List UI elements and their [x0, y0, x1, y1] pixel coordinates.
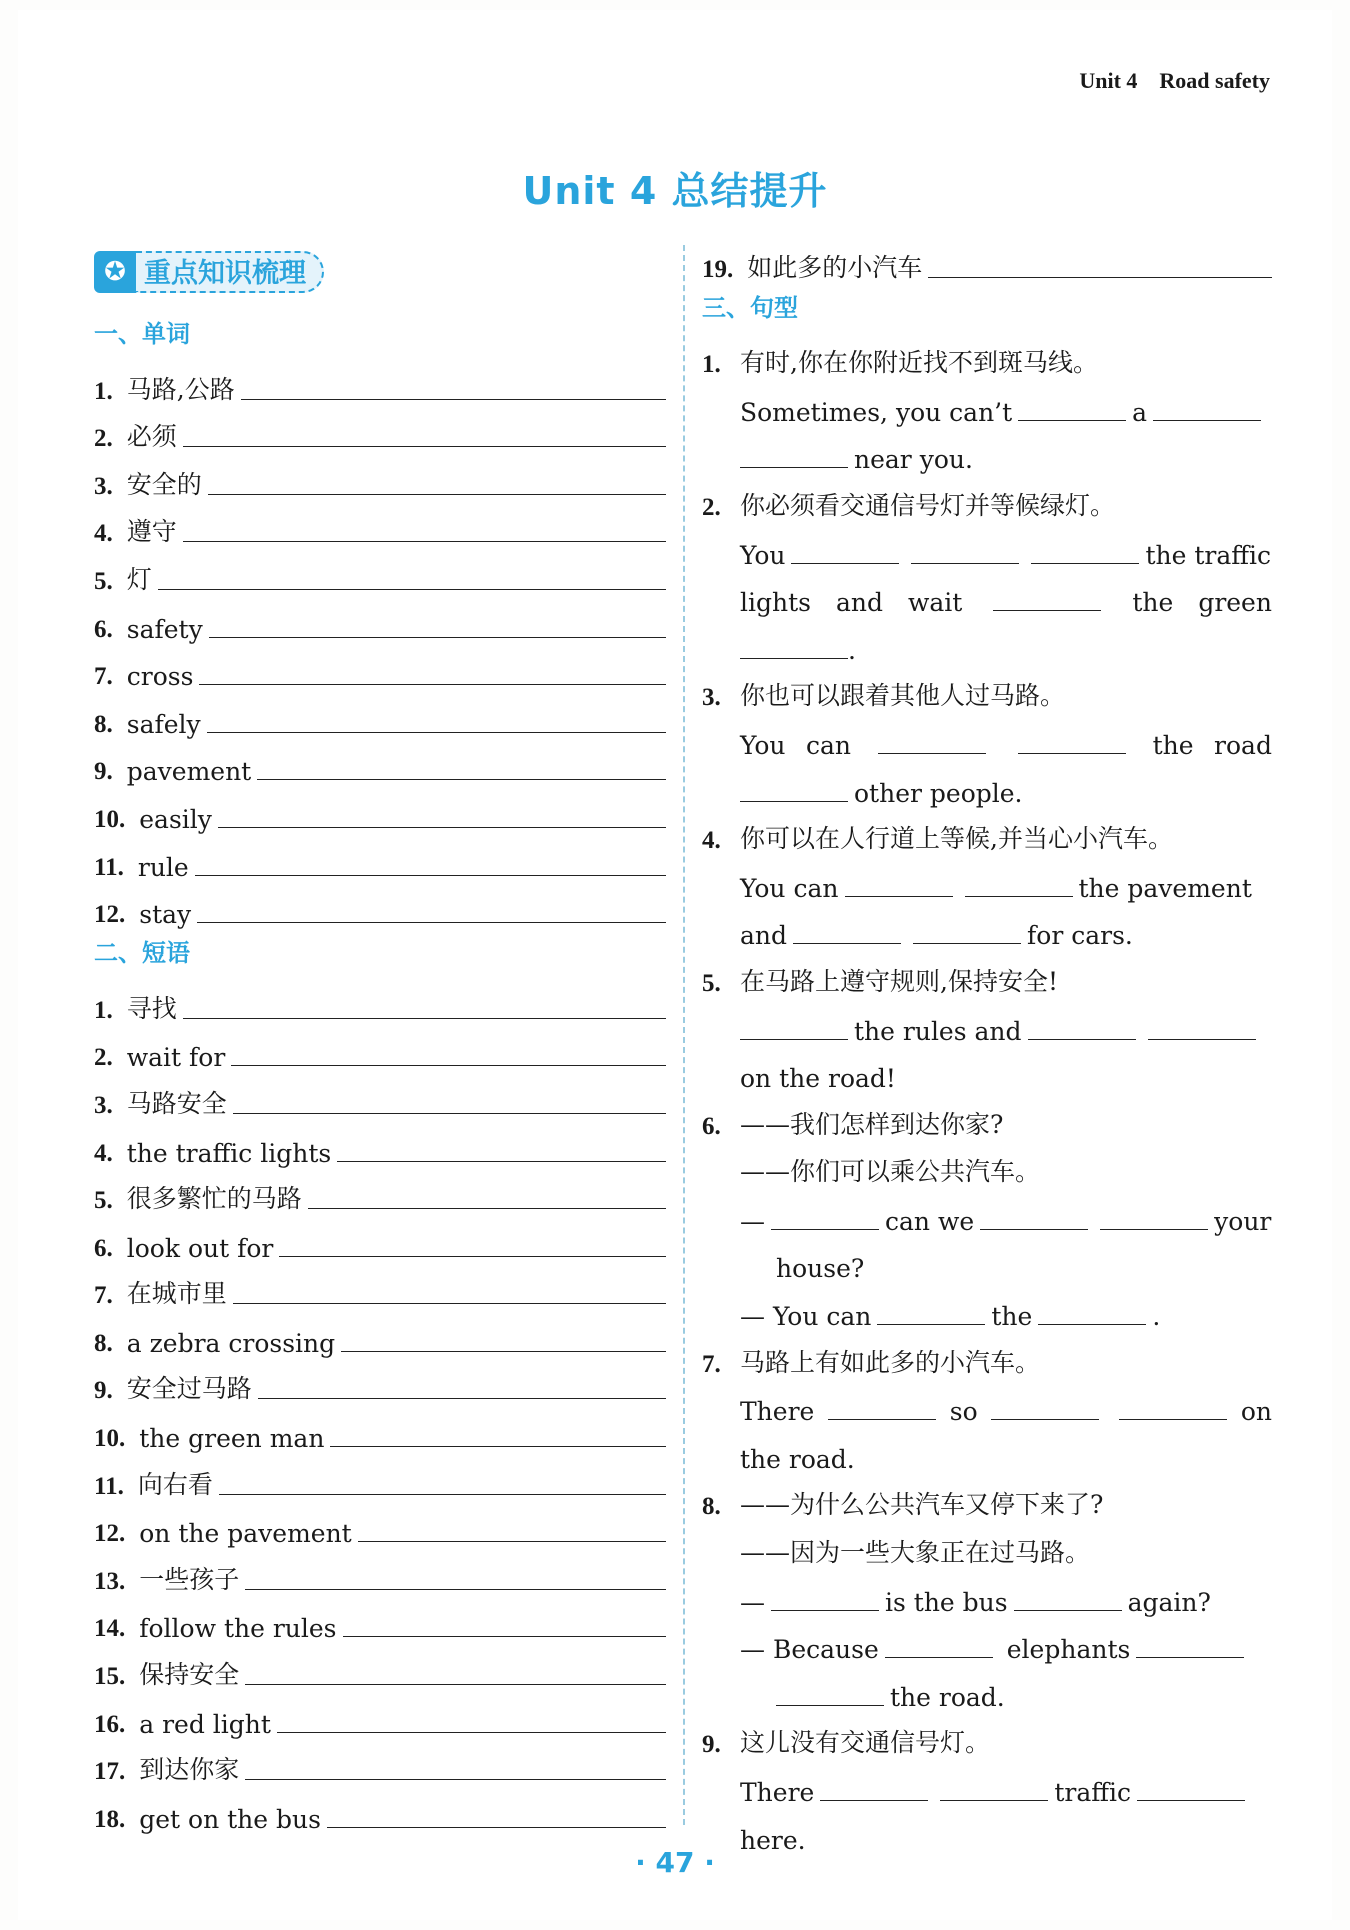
answer-blank[interactable]: [231, 1065, 666, 1066]
answer-blank[interactable]: [980, 1229, 1088, 1230]
q-text: the pavement: [1078, 873, 1252, 903]
q-number: 5.: [702, 969, 721, 997]
q-text: .: [848, 635, 856, 665]
list-item: [94, 1739, 666, 1787]
q-text: wait: [908, 588, 963, 618]
list-item: [94, 453, 666, 501]
q-text: and: [740, 921, 788, 951]
answer-blank[interactable]: [257, 779, 666, 780]
item-number: 4.: [94, 1139, 113, 1167]
answer-blank[interactable]: [1136, 1657, 1244, 1658]
q-chinese: 马路上有如此多的小汽车。: [740, 1347, 1041, 1377]
q-text: on the road!: [740, 1064, 896, 1094]
item-text: look out for: [126, 1233, 274, 1263]
answer-blank[interactable]: [993, 610, 1101, 611]
page-title: Unit 4 总结提升: [522, 169, 828, 213]
list-item: [94, 882, 666, 930]
list-item: [94, 977, 666, 1025]
answer-blank[interactable]: [207, 732, 666, 733]
item-text: 马路安全: [126, 1088, 227, 1118]
item-text: safely: [126, 709, 201, 739]
q-chinese: ——我们怎样到达你家?: [740, 1109, 1004, 1139]
answer-blank[interactable]: [183, 446, 666, 447]
q-chinese: ——你们可以乘公共汽车。: [740, 1157, 1041, 1187]
answer-blank[interactable]: [241, 399, 666, 400]
q-text: traffic: [1054, 1778, 1131, 1807]
item-text: 向右看: [137, 1469, 213, 1499]
item-text: on the pavement: [139, 1519, 352, 1549]
q-text: You: [740, 540, 786, 570]
sentence-6: [702, 1093, 1272, 1331]
sentence-9: [702, 1712, 1272, 1855]
item-number: 18.: [94, 1805, 126, 1833]
item-number: 2.: [94, 1044, 113, 1072]
q-number: 7.: [702, 1350, 721, 1378]
list-item: [94, 691, 666, 739]
running-head-unit: Unit 4: [1079, 68, 1138, 93]
phrases-list: [94, 977, 666, 1834]
answer-blank[interactable]: [183, 541, 666, 542]
phrases-list-continued: [702, 236, 1272, 284]
q-number: 3.: [702, 684, 721, 712]
sentence-7: [702, 1331, 1272, 1474]
list-item: [94, 1501, 666, 1549]
q-number: 2.: [702, 493, 721, 521]
item-text: a zebra crossing: [126, 1328, 336, 1358]
answer-blank[interactable]: [828, 1419, 936, 1420]
q-chinese: 有时,你在你附近找不到斑马线。: [740, 348, 1098, 378]
answer-blank[interactable]: [358, 1541, 666, 1542]
answer-blank[interactable]: [245, 1589, 666, 1590]
answer-blank[interactable]: [1018, 420, 1126, 421]
answer-blank[interactable]: [1148, 1039, 1256, 1040]
item-text: easily: [139, 804, 212, 834]
item-number: 6.: [94, 615, 113, 643]
answer-blank[interactable]: [740, 467, 848, 468]
item-number: 2.: [94, 425, 113, 453]
running-head: [1057, 68, 1270, 94]
answer-blank[interactable]: [258, 1398, 666, 1399]
answer-blank[interactable]: [219, 1494, 666, 1495]
item-text: 到达你家: [139, 1755, 240, 1785]
item-text: 必须: [126, 422, 177, 452]
answer-blank[interactable]: [1014, 1610, 1122, 1611]
answer-blank[interactable]: [233, 1113, 666, 1114]
list-item: [94, 1691, 666, 1739]
item-number: 3.: [94, 472, 113, 500]
item-text: safety: [126, 614, 203, 644]
answer-blank[interactable]: [771, 1610, 879, 1611]
answer-blank[interactable]: [218, 827, 666, 828]
item-number: 12.: [94, 1520, 126, 1548]
q-text: here.: [740, 1825, 806, 1855]
item-number: 11.: [94, 1472, 124, 1500]
sentence-3: [702, 665, 1272, 808]
item-number: 10.: [94, 805, 126, 833]
item-number: 6.: [94, 1234, 113, 1262]
answer-blank[interactable]: [911, 563, 1019, 564]
list-item: [94, 1168, 666, 1216]
answer-blank[interactable]: [197, 922, 666, 923]
q-number: 9.: [702, 1731, 721, 1759]
answer-blank[interactable]: [279, 1256, 666, 1257]
q-text: road: [1214, 730, 1272, 760]
answer-blank[interactable]: [1100, 1229, 1208, 1230]
item-text: wait for: [126, 1043, 226, 1073]
answer-blank[interactable]: [209, 637, 666, 638]
q-text: near you.: [854, 445, 973, 475]
item-text: 安全的: [126, 469, 202, 499]
q-text: on: [1240, 1397, 1272, 1427]
item-text: 保持安全: [139, 1660, 240, 1690]
item-text: get on the bus: [139, 1804, 321, 1834]
q-chinese: 你必须看交通信号灯并等候绿灯。: [740, 490, 1116, 520]
q-text: is the bus: [885, 1587, 1008, 1617]
q-text: .: [1152, 1302, 1161, 1332]
list-item: [94, 1072, 666, 1120]
answer-blank[interactable]: [776, 1705, 884, 1706]
list-item: [94, 834, 666, 882]
list-item: [94, 1405, 666, 1453]
item-number: 7.: [94, 663, 113, 691]
item-number: 5.: [94, 1187, 113, 1215]
answer-blank[interactable]: [245, 1779, 666, 1780]
list-item: [94, 739, 666, 787]
item-text: 在城市里: [126, 1279, 227, 1309]
list-item: [94, 1358, 666, 1406]
q-text: the road.: [890, 1682, 1005, 1712]
q-chinese: ——为什么公共汽车又停下来了?: [740, 1490, 1104, 1520]
answer-blank[interactable]: [1031, 563, 1139, 564]
answer-blank[interactable]: [327, 1827, 666, 1828]
q-text: and: [835, 588, 883, 618]
q-text: again?: [1127, 1587, 1211, 1617]
words-heading: 一、单词: [94, 320, 190, 348]
sentence-2: [702, 474, 1272, 664]
item-text: a red light: [139, 1709, 271, 1739]
answer-blank[interactable]: [1018, 753, 1126, 754]
item-number: 1.: [94, 996, 113, 1024]
q-chinese: ——因为一些大象正在过马路。: [740, 1538, 1091, 1568]
answer-blank[interactable]: [913, 943, 1021, 944]
list-item: [94, 1786, 666, 1834]
item-text: 遵守: [126, 517, 177, 547]
q-text: your: [1214, 1206, 1272, 1236]
answer-blank[interactable]: [343, 1636, 666, 1637]
list-item: [94, 1120, 666, 1168]
item-number: 12.: [94, 901, 126, 929]
sentence-5: [702, 950, 1272, 1093]
dialogue-dash: —: [740, 1206, 765, 1236]
q-text: can we: [885, 1206, 975, 1236]
list-item: [94, 644, 666, 692]
q-chinese: 这儿没有交通信号灯。: [740, 1728, 991, 1758]
item-text: the green man: [139, 1424, 325, 1454]
answer-blank[interactable]: [277, 1732, 666, 1733]
item-text: 灯: [126, 564, 152, 594]
item-number: 4.: [94, 520, 113, 548]
q-chinese: 在马路上遵守规则,保持安全!: [740, 966, 1058, 996]
running-head-topic: Road safety: [1159, 68, 1270, 93]
item-number: 9.: [94, 758, 113, 786]
answer-blank[interactable]: [199, 684, 666, 685]
item-number: 8.: [94, 1329, 113, 1357]
sentences-heading: 三、句型: [702, 293, 798, 322]
item-text: 马路,公路: [126, 374, 235, 404]
item-text: 安全过马路: [126, 1374, 252, 1404]
answer-blank[interactable]: [341, 1351, 666, 1352]
q-text: for cars.: [1027, 921, 1133, 951]
item-text: the traffic lights: [126, 1138, 332, 1168]
q-text: There: [740, 1397, 815, 1427]
answer-blank[interactable]: [991, 1419, 1099, 1420]
list-item: [94, 548, 666, 596]
list-item: [94, 1215, 666, 1263]
item-number: 10.: [94, 1425, 126, 1453]
badge-label: 重点知识梳理: [136, 251, 324, 293]
answer-blank[interactable]: [183, 1018, 666, 1019]
left-column: [94, 250, 666, 1834]
list-item: [702, 236, 1272, 284]
q-text: the: [1152, 730, 1194, 760]
q-text: can: [806, 730, 852, 760]
q-text: There: [740, 1778, 815, 1807]
answer-blank[interactable]: [233, 1303, 666, 1304]
q-text: the road.: [740, 1444, 855, 1474]
answer-blank[interactable]: [928, 277, 1272, 278]
answer-blank[interactable]: [940, 1800, 1048, 1801]
q-number: 4.: [702, 827, 721, 855]
answer-blank[interactable]: [1119, 1419, 1227, 1420]
list-item: [94, 1643, 666, 1691]
list-item: [94, 1263, 666, 1311]
answer-blank[interactable]: [885, 1657, 993, 1658]
answer-blank[interactable]: [820, 1800, 928, 1801]
answer-blank[interactable]: [308, 1208, 666, 1209]
list-item: [94, 1310, 666, 1358]
item-number: 5.: [94, 567, 113, 595]
answer-blank[interactable]: [877, 1324, 985, 1325]
item-text: stay: [139, 900, 192, 930]
q-text: the traffic: [1145, 540, 1272, 570]
dialogue-dash: —: [740, 1587, 765, 1617]
item-text: 寻找: [126, 993, 177, 1023]
item-text: rule: [137, 852, 189, 882]
answer-blank[interactable]: [1038, 1324, 1146, 1325]
answer-blank[interactable]: [740, 1039, 848, 1040]
q-text: so: [949, 1397, 978, 1427]
q-text: Sometimes, you can’t: [740, 397, 1013, 427]
item-text: follow the rules: [139, 1614, 337, 1644]
item-number: 1.: [94, 377, 113, 405]
item-number: 17.: [94, 1758, 126, 1786]
phrases-heading: 二、短语: [94, 939, 190, 968]
item-text: 很多繁忙的马路: [126, 1184, 302, 1214]
answer-blank[interactable]: [1028, 1039, 1136, 1040]
answer-blank[interactable]: [965, 896, 1073, 897]
q-text: You: [740, 730, 786, 760]
answer-blank[interactable]: [878, 753, 986, 754]
answer-blank[interactable]: [208, 494, 666, 495]
sentence-4: [702, 808, 1272, 951]
answer-blank[interactable]: [771, 1229, 879, 1230]
q-chinese: 你可以在人行道上等候,并当心小汽车。: [740, 824, 1173, 854]
q-text: You: [740, 873, 786, 903]
sentence-8: [702, 1474, 1272, 1712]
item-number: 15.: [94, 1663, 126, 1691]
q-number: 1.: [702, 351, 721, 379]
item-number: 9.: [94, 1377, 113, 1405]
answer-blank[interactable]: [330, 1446, 666, 1447]
q-text: green: [1198, 588, 1272, 618]
answer-blank[interactable]: [245, 1684, 666, 1685]
list-item: [94, 358, 666, 406]
answer-blank[interactable]: [740, 658, 848, 659]
item-text: cross: [126, 662, 194, 692]
q-text: a: [1132, 397, 1148, 427]
q-text: the: [1132, 588, 1174, 618]
q-number: 8.: [702, 1493, 721, 1521]
q-text: the rules and: [854, 1016, 1022, 1046]
section-badge: [94, 250, 666, 294]
list-item: [94, 1548, 666, 1596]
answer-blank[interactable]: [845, 896, 953, 897]
answer-blank[interactable]: [740, 801, 848, 802]
q-text: the: [991, 1302, 1033, 1332]
q-text: can: [793, 873, 839, 903]
item-number: 3.: [94, 1091, 113, 1119]
star-icon: ✪: [94, 251, 136, 293]
right-column: [702, 250, 1272, 1855]
q-text: house?: [776, 1254, 865, 1284]
list-item: [94, 596, 666, 644]
list-item: [94, 501, 666, 549]
words-list: [94, 358, 666, 929]
answer-blank[interactable]: [1137, 1800, 1245, 1801]
list-item: [94, 1453, 666, 1501]
item-text: 一些孩子: [139, 1564, 240, 1594]
q-text: — You can: [740, 1302, 872, 1332]
q-text: other people.: [854, 778, 1023, 808]
answer-blank[interactable]: [793, 943, 901, 944]
list-item: [94, 1596, 666, 1644]
answer-blank[interactable]: [1153, 420, 1261, 421]
q-text: — Because: [740, 1635, 879, 1665]
item-number: 16.: [94, 1710, 126, 1738]
list-item: [94, 1025, 666, 1073]
item-number: 11.: [94, 853, 124, 881]
q-text: elephants: [1006, 1635, 1131, 1665]
answer-blank[interactable]: [195, 875, 666, 876]
answer-blank[interactable]: [791, 563, 899, 564]
q-number: 6.: [702, 1112, 721, 1140]
item-number: 13.: [94, 1567, 126, 1595]
item-number: 8.: [94, 710, 113, 738]
q-chinese: 你也可以跟着其他人过马路。: [740, 681, 1066, 711]
item-text: 如此多的小汽车: [747, 252, 923, 282]
answer-blank[interactable]: [158, 589, 666, 590]
answer-blank[interactable]: [337, 1161, 666, 1162]
column-divider: [683, 245, 685, 1825]
item-number: 14.: [94, 1615, 126, 1643]
list-item: [94, 786, 666, 834]
sentence-1: [702, 332, 1272, 475]
item-number: 7.: [94, 1282, 113, 1310]
page-number: · 47 ·: [635, 1846, 715, 1879]
item-number: 19.: [702, 255, 734, 283]
item-text: pavement: [126, 757, 252, 787]
q-text: lights: [740, 588, 811, 618]
list-item: [94, 406, 666, 454]
